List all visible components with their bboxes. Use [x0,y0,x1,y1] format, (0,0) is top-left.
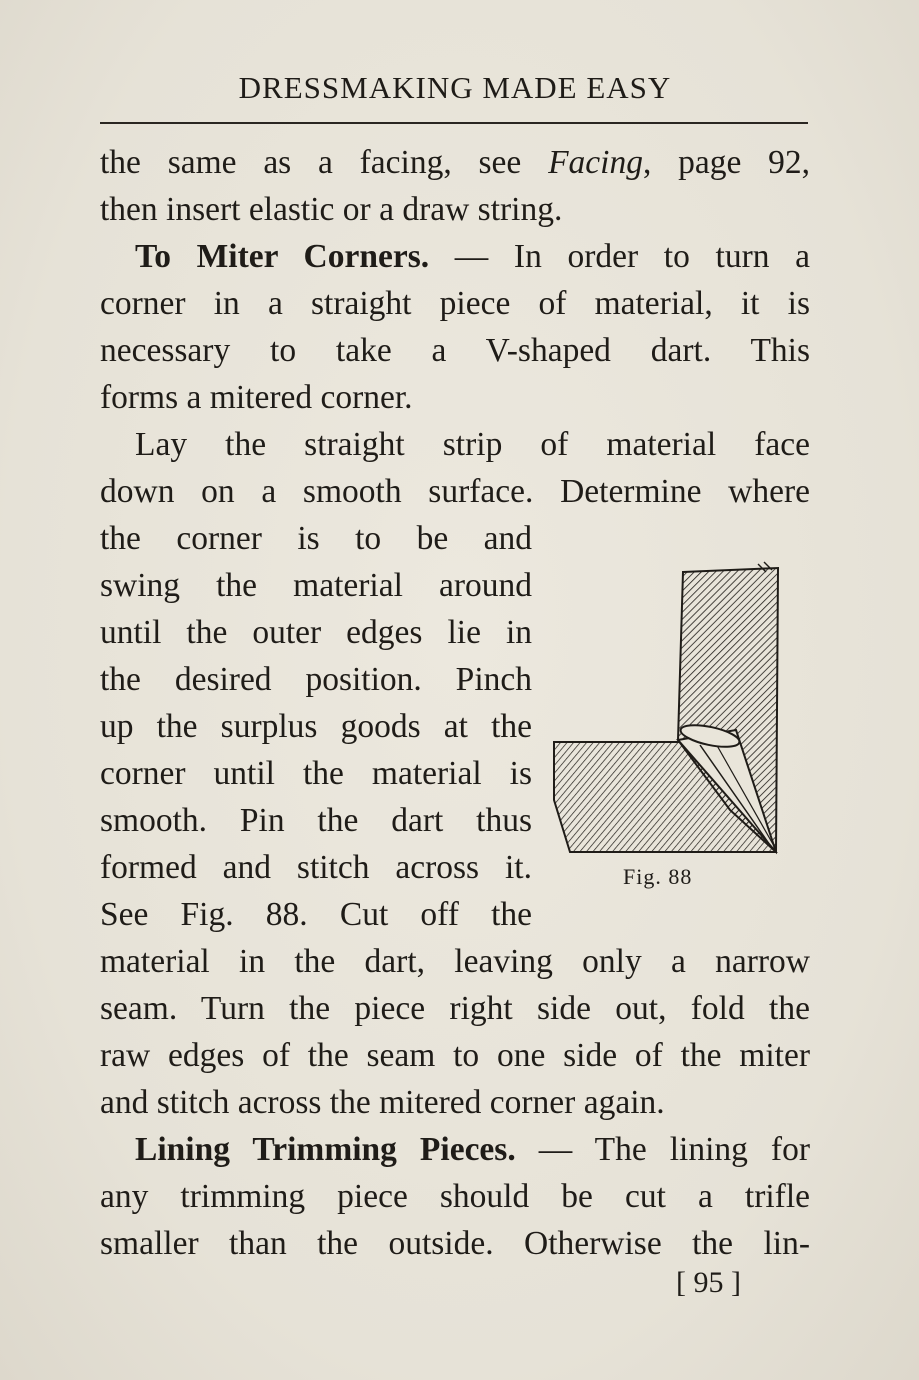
text-line: any trimming piece should be cut a trifle [100,1178,810,1215]
section-heading-lining-trimming: Lining Trimming Pieces. [135,1131,516,1168]
page-number: [ 95 ] [676,1266,741,1299]
text-line: the desired position. Pinch [100,661,532,698]
text-line: the corner is to be and [100,520,532,557]
text-line: and stitch across the mitered corner again. [100,1084,665,1121]
text-line: formed and stitch across it. [100,849,532,886]
text-line: down on a smooth surface. Determine where [100,473,810,510]
text-line: seam. Turn the piece right side out, fold the [100,990,810,1027]
text-line: To Miter Corners. — In order to turn a [135,238,810,275]
text-line: forms a mitered corner. [100,379,413,416]
text-line: Lining Trimming Pieces. — The lining for [135,1131,810,1168]
text-line: smaller than the outside. Otherwise the lin- [100,1225,810,1262]
text-line: until the outer edges lie in [100,614,532,651]
figure-caption: Fig. 88 [623,864,693,889]
text-line: necessary to take a V-shaped dart. This [100,332,810,369]
section-heading-miter-corners: To Miter Corners. [135,238,430,275]
text-line: Lay the straight strip of material face [135,426,810,463]
mitered-corner-illustration [550,560,785,860]
text-line: raw edges of the seam to one side of the miter [100,1037,810,1074]
running-title: DRESSMAKING MADE EASY [238,70,672,105]
text-line: swing the material around [100,567,532,604]
header-rule [100,122,808,124]
cross-reference: Facing [548,144,643,181]
text-line: then insert elastic or a draw string. [100,191,563,228]
text-line: smooth. Pin the dart thus [100,802,532,839]
text-line: See Fig. 88. Cut off the [100,896,532,933]
text-line: the same as a facing, see Facing, page 92, [100,144,810,181]
text-line: corner in a straight piece of material, it is [100,285,810,322]
text-line: corner until the material is [100,755,532,792]
text-line: material in the dart, leaving only a narrow [100,943,810,980]
text-line: up the surplus goods at the [100,708,532,745]
